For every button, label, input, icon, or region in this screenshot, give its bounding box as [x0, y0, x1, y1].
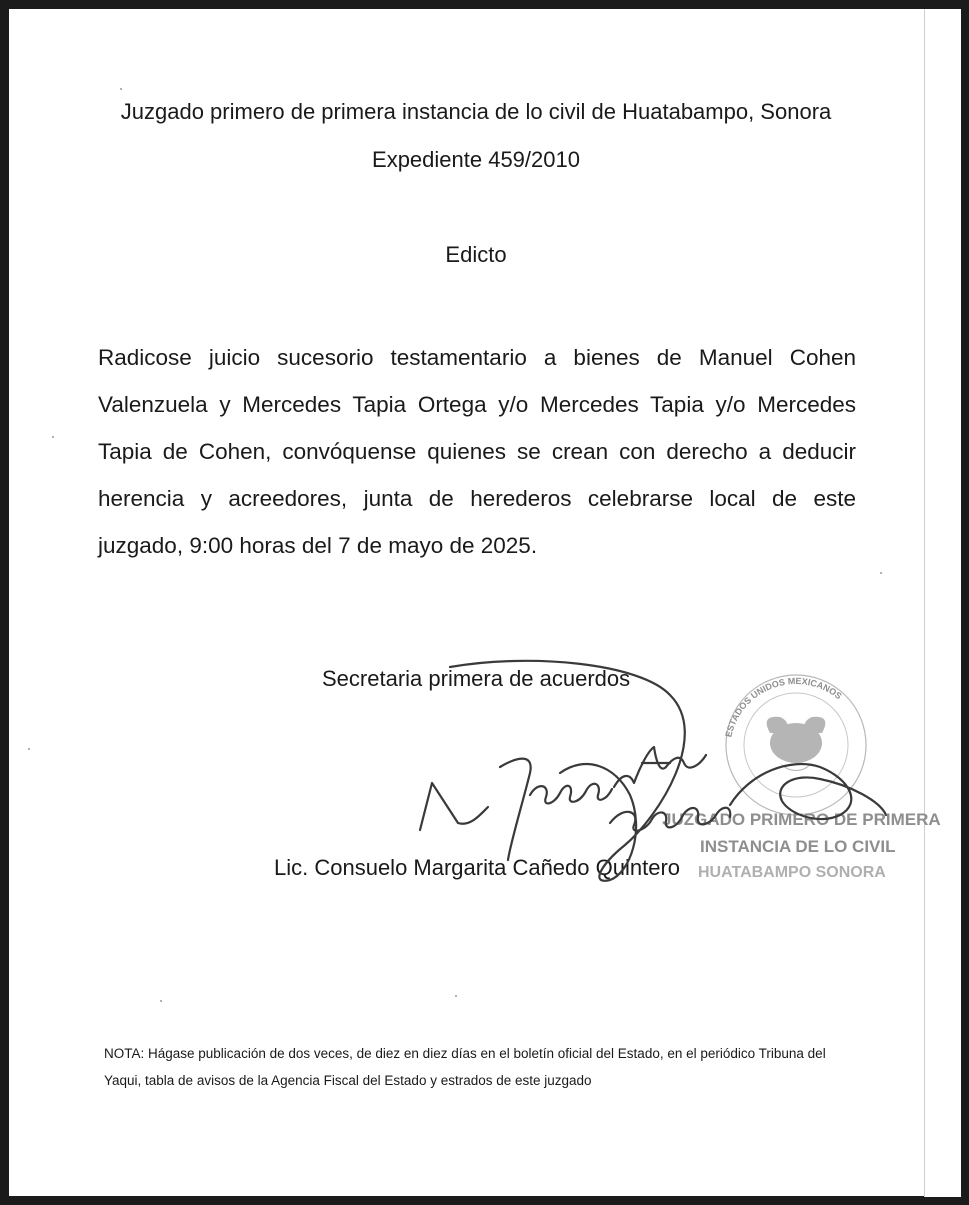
body-line: juzgado, 9:00 horas del 7 de mayo de 2025.: [98, 533, 538, 558]
seal-ring-text: ESTADOS UNIDOS MEXICANOS: [723, 675, 844, 739]
document-heading: Edicto: [445, 242, 507, 267]
edict-body: [98, 334, 856, 569]
body-line: herencia y acreedores, junta de herederos celebrarse local de este: [98, 486, 856, 511]
court-name: Juzgado primero de primera instancia de lo civil de Huatabampo, Sonora: [120, 99, 832, 124]
note-line: NOTA: Hágase publicación de dos veces, de diez en diez días en el boletín oficial del Estado, en el periódico Tribuna del: [104, 1046, 826, 1061]
body-line: Radicose juicio sucesorio testamentario a bienes de Manuel Cohen: [98, 345, 856, 370]
stamp-line: INSTANCIA DE LO CIVIL: [700, 837, 896, 856]
publication-note: [104, 1040, 874, 1094]
stamp-line: HUATABAMPO SONORA: [698, 864, 886, 881]
signatory-title: Secretaria primera de acuerdos: [322, 666, 631, 691]
signatory-name: Lic. Consuelo Margarita Cañedo Quintero: [274, 855, 681, 880]
body-line: Valenzuela y Mercedes Tapia Ortega y/o Mercedes Tapia y/o Mercedes: [98, 392, 856, 417]
body-line: Tapia de Cohen, convóquense quienes se crean con derecho a deducir: [98, 439, 856, 464]
case-number: Expediente 459/2010: [372, 147, 580, 172]
handwritten-signature: [410, 655, 890, 905]
stamp-line: JUZGADO PRIMERO DE PRIMERA: [662, 810, 941, 829]
page-edge-band: [924, 9, 961, 1197]
note-line: Yaqui, tabla de avisos de la Agencia Fiscal del Estado y estrados de este juzgado: [104, 1073, 592, 1088]
